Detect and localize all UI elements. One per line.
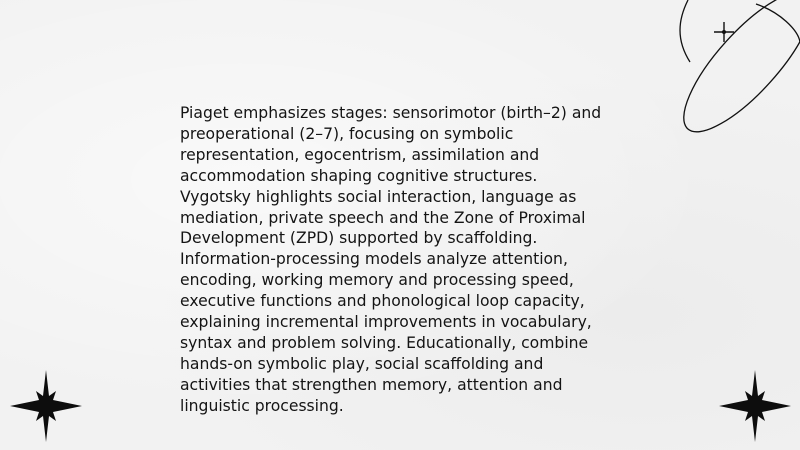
four-point-star-icon [718,370,792,442]
body-paragraph: Piaget emphasizes stages: sensorimotor (birth–2) and preoperational (2–7), focusing on symbolic representation, egocentrism, assimilation and accommodation shaping cognitive structures. Vygotsky highlights social interaction, language as mediation, private speech and the Zone of Proximal Development (ZPD) supported by scaffolding. Information-processing models analyze attention, encoding, working memory and processing speed, executive functions and phonological loop capacity, explaining incremental improvements in vocabulary, syntax and problem solving. Educationally, combine hands-on symbolic play, social scaffolding and activities that strengthen memory, attention and linguistic processing. [180,104,602,415]
four-point-star-icon [10,370,82,442]
orbit-lines-icon [660,0,800,150]
